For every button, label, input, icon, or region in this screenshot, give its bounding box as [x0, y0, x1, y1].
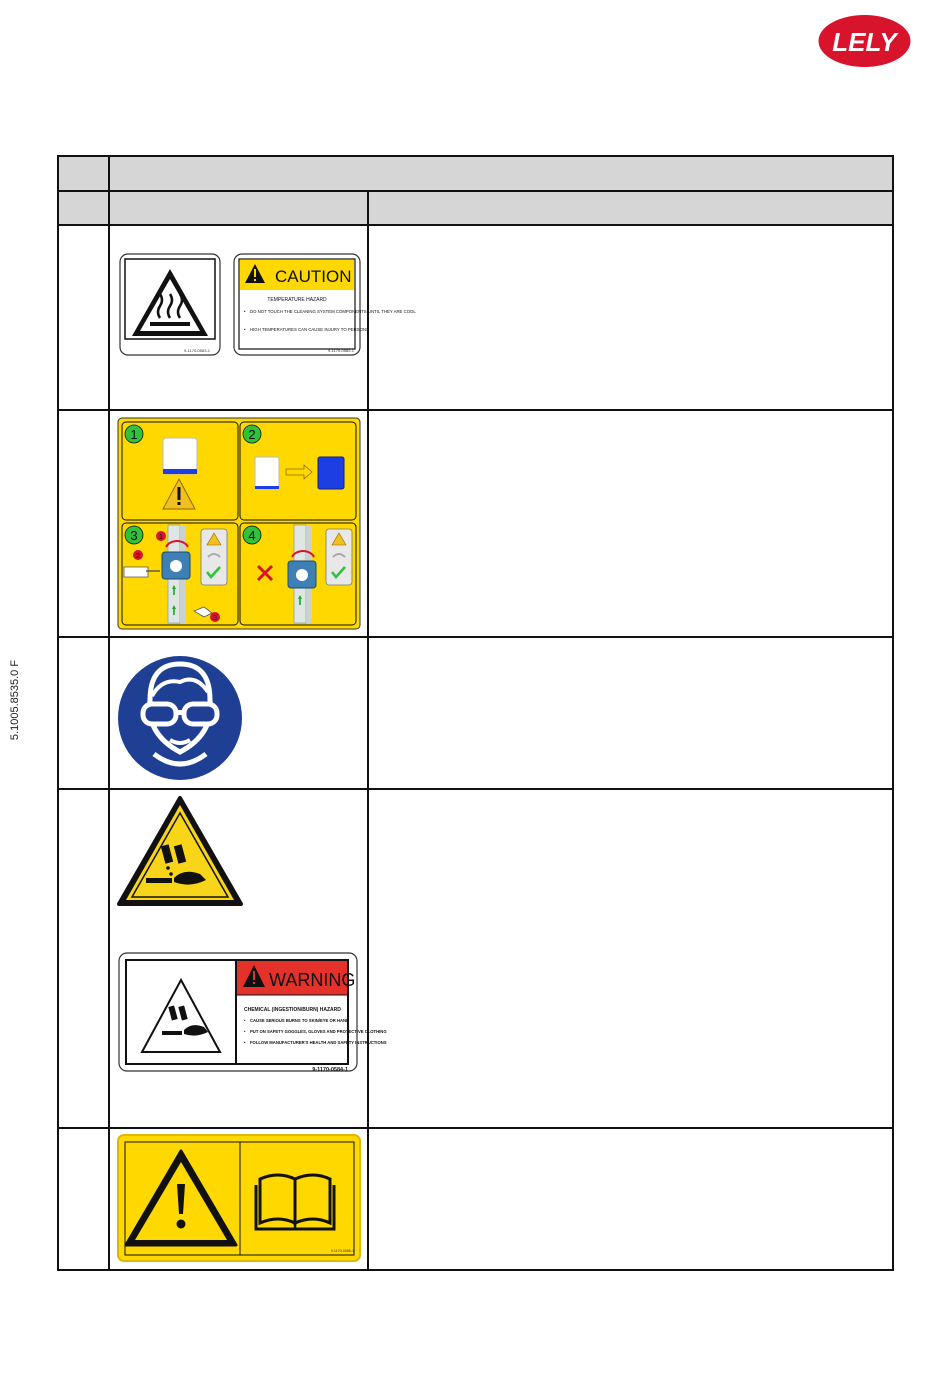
svg-text:CAUSE SERIOUS BURNS TO SKIN/EY: CAUSE SERIOUS BURNS TO SKIN/EYE OR HAND: [250, 1018, 350, 1023]
svg-text:•: •: [244, 327, 246, 332]
corrosive-warning-icon: [119, 798, 241, 904]
svg-text:•: •: [244, 1018, 246, 1023]
svg-text:9-1170-0582-1: 9-1170-0582-1: [328, 348, 355, 353]
row-number-cell: [58, 637, 109, 789]
row-number-cell: [58, 410, 109, 637]
symbol-cell: [109, 637, 368, 789]
svg-text:•: •: [244, 309, 246, 314]
symbol-cell: [109, 410, 368, 637]
table-row: [58, 1128, 893, 1270]
svg-text:FOLLOW MANUFACTURER'S HEALTH A: FOLLOW MANUFACTURER'S HEALTH AND SAFETY INSTRUCTIONS: [250, 1040, 387, 1045]
svg-text:TEMPERATURE HAZARD: TEMPERATURE HAZARD: [267, 297, 327, 303]
svg-text:3: 3: [213, 615, 218, 622]
hot-surface-decals: [110, 226, 416, 407]
table-row: [58, 410, 893, 637]
svg-text:CHEMICAL (INGESTION/BURN) HAZA: CHEMICAL (INGESTION/BURN) HAZARD: [244, 1007, 341, 1013]
svg-text:1: 1: [130, 427, 138, 442]
read-manual-decal: [110, 1129, 366, 1267]
svg-text:•: •: [244, 1029, 246, 1034]
detergent-steps-decal: [110, 411, 366, 634]
description-cell: [368, 410, 893, 637]
svg-text:DO NOT TOUCH THE CLEANING SYST: DO NOT TOUCH THE CLEANING SYSTEM COMPONENTS UNTIL THEY ARE COOL: [250, 309, 416, 314]
svg-text:9-1170-0583-1: 9-1170-0583-1: [184, 348, 211, 353]
symbol-cell: [109, 225, 416, 410]
full-canister-icon: [318, 457, 344, 489]
symbol-cell: [109, 1128, 368, 1270]
title-number-cell: [58, 156, 109, 191]
svg-text:9-1170-0584-1: 9-1170-0584-1: [312, 1067, 349, 1073]
lely-logo: [817, 14, 912, 68]
row-number-cell: [58, 1128, 109, 1270]
description-cell: [368, 225, 893, 410]
svg-text:PUT ON SAFETY GOGGLES, GLOVES: PUT ON SAFETY GOGGLES, GLOVES AND PROTECTIVE CLOTHING: [250, 1029, 387, 1034]
svg-text:2: 2: [248, 427, 256, 442]
table-title-row: [58, 156, 893, 191]
svg-text:3: 3: [130, 528, 138, 543]
svg-text:4: 4: [248, 528, 256, 543]
description-cell: [368, 1128, 893, 1270]
svg-text:LELY: LELY: [832, 27, 897, 57]
header-number-cell: [58, 191, 109, 225]
document-code: 5.1005.8535.0 F: [9, 659, 21, 741]
table-header-row: [58, 191, 893, 225]
row-number-cell: [58, 789, 109, 1128]
svg-text:WARNING: WARNING: [269, 970, 356, 990]
corrosive-decals: [110, 790, 387, 1125]
svg-text:1: 1: [159, 534, 164, 541]
wear-goggles-icon: [110, 638, 366, 786]
table-row: [58, 225, 893, 410]
svg-text:HIGH TEMPERATURES CAN CAUSE IN: HIGH TEMPERATURES CAN CAUSE INJURY TO PERSONS: [250, 327, 370, 332]
manual-book-icon: [256, 1175, 334, 1229]
table-row: [58, 637, 893, 789]
svg-text:CAUTION: CAUTION: [275, 267, 352, 286]
svg-text:2: 2: [136, 553, 141, 560]
description-cell: [368, 637, 893, 789]
header-symbol-cell: [109, 191, 368, 225]
table-row: [58, 789, 893, 1128]
description-cell: [368, 789, 893, 1128]
symbols-table: [57, 155, 894, 1271]
canister-icon: [163, 438, 197, 474]
title-cell: [109, 156, 893, 191]
symbol-cell: [109, 789, 387, 1128]
empty-canister-icon: [255, 457, 279, 489]
svg-text:9-1170-0585-1: 9-1170-0585-1: [330, 1249, 355, 1253]
svg-text:•: •: [244, 1040, 246, 1045]
header-description-cell: [368, 191, 893, 225]
row-number-cell: [58, 225, 109, 410]
